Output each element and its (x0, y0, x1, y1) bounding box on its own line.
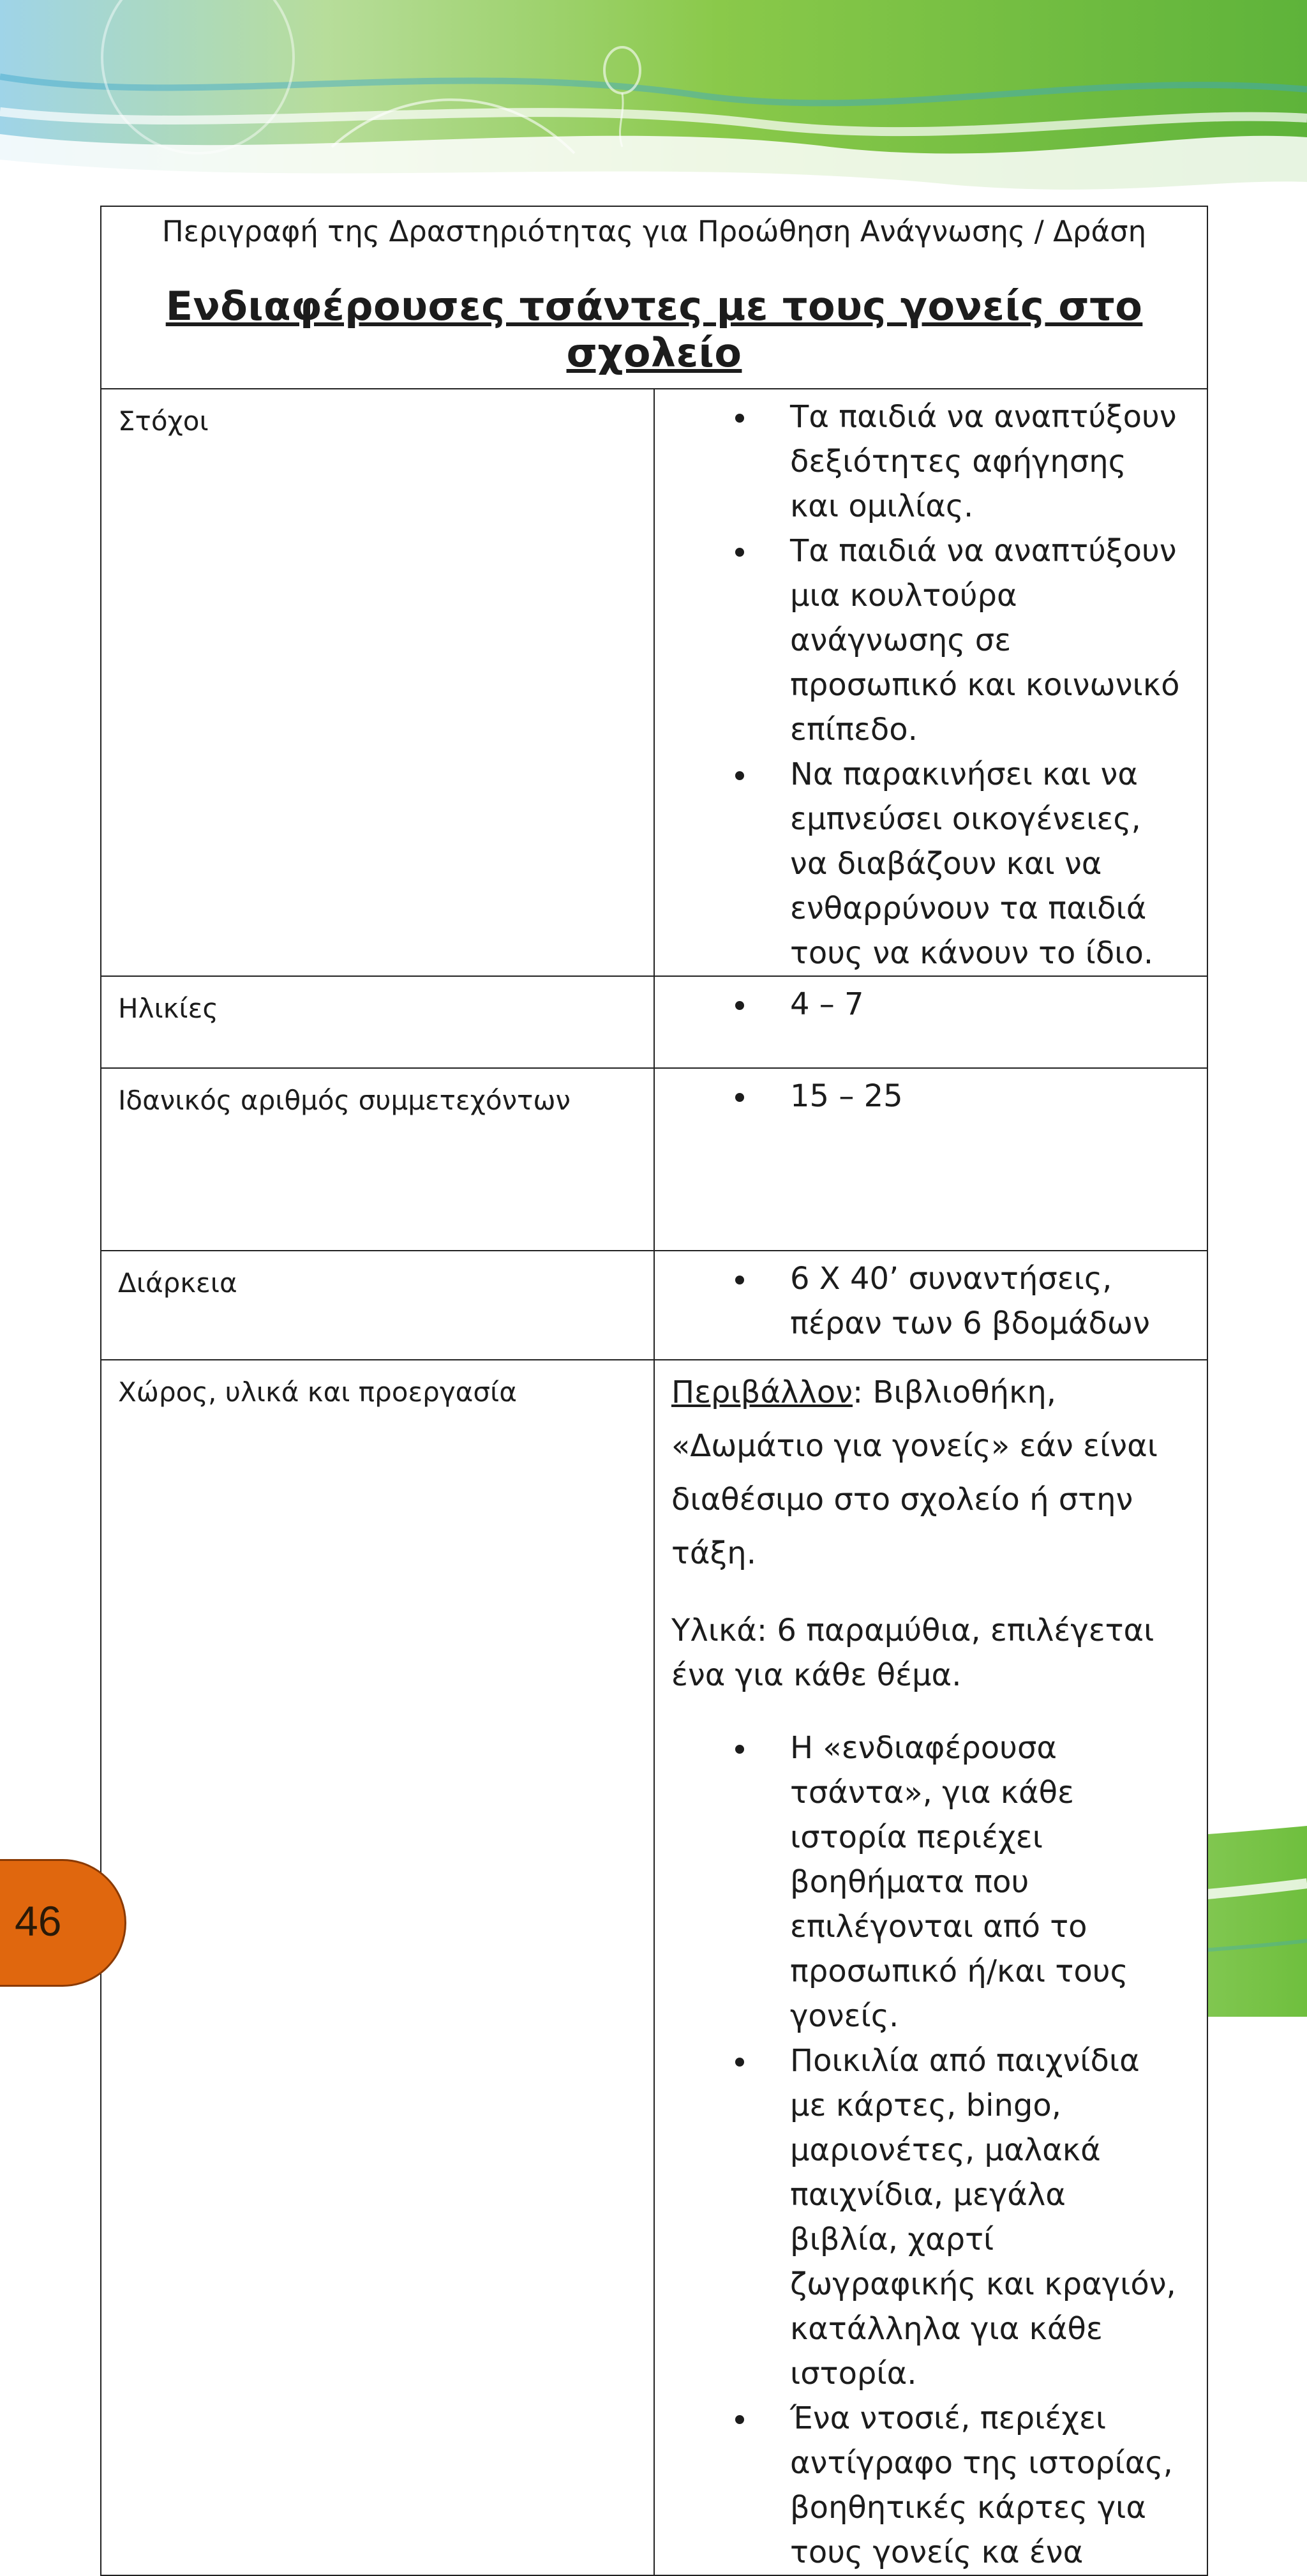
row-content-ages (654, 976, 1207, 1068)
activity-title: Ενδιαφέρουσες τσάντες με τους γονείς στο σχολείο (165, 283, 1143, 376)
row-content-space-materials (654, 1360, 1207, 2575)
goal-item: Τα παιδιά να αναπτύξουν δεξιότητες αφήγησης και ομιλίας. (671, 395, 1181, 529)
table-header (101, 206, 1207, 389)
row-label-duration: Διάρκεια (101, 1251, 654, 1360)
activity-table (100, 206, 1208, 2576)
row-label-space-materials: Χώρος, υλικά και προεργασία (101, 1360, 654, 2575)
goal-item: Να παρακινήσει και να εμπνεύσει οικογένειες, να διαβάζουν και να ενθαρρύνουν τα παιδιά τους να κάνουν το ίδιο. (671, 752, 1181, 975)
table-row-duration (101, 1251, 1207, 1360)
environment-line (671, 1366, 1181, 1580)
row-content-ideal-participants (654, 1068, 1207, 1251)
materials-item: Ποικιλία από παιχνίδια με κάρτες, bingo, μαριονέτες, μαλακά παιχνίδια, μεγάλα βιβλία, χαρτί ζωγραφικής και κραγιόν, κατάλληλα για κάθε ιστορία. (671, 2038, 1181, 2396)
top-background-graphic (0, 0, 1307, 211)
table-row-space-materials (101, 1360, 1207, 2575)
duration-item: 6 Χ 40’ συναντήσεις, πέραν των 6 βδομάδων (671, 1256, 1181, 1346)
table-row-goals (101, 389, 1207, 976)
row-content-duration (654, 1251, 1207, 1360)
table-row-ideal-participants (101, 1068, 1207, 1251)
environment-label: Περιβάλλον (671, 1375, 853, 1410)
materials-item: Ένα ντοσιέ, περιέχει αντίγραφο της ιστορίας, βοηθητικές κάρτες για τους γονείς κα ένα (671, 2396, 1181, 2575)
goal-item: Τα παιδιά να αναπτύξουν μια κουλτούρα ανάγνωσης σε προσωπικό και κοινωνικό επίπεδο. (671, 529, 1181, 752)
page-number-tab (0, 1859, 126, 1987)
activity-subtitle: Περιγραφή της Δραστηριότητας για Προώθηση Ανάγνωσης / Δράση (161, 215, 1147, 248)
table-row-ages (101, 976, 1207, 1068)
materials-item: Η «ενδιαφέρουσα τσάντα», για κάθε ιστορία περιέχει βοηθήματα που επιλέγονται από το προσωπικό ή/και τους γονείς. (671, 1726, 1181, 2038)
row-label-goals: Στόχοι (101, 389, 654, 976)
row-content-goals (654, 389, 1207, 976)
materials-line: Υλικά: 6 παραμύθια, επιλέγεται ένα για κάθε θέμα. (671, 1613, 1154, 1693)
participants-item: 15 – 25 (671, 1074, 1181, 1119)
page-number: 46 (15, 1897, 62, 1945)
row-label-ideal-participants: Ιδανικός αριθμός συμμετεχόντων (101, 1068, 654, 1251)
row-label-ages: Ηλικίες (101, 976, 654, 1068)
ages-item: 4 – 7 (671, 982, 1181, 1027)
environment-text: : Βιβλιοθήκη, «Δωμάτιο για γονείς» εάν είναι διαθέσιμο στο σχολείο ή στην τάξη. (671, 1375, 1158, 1571)
